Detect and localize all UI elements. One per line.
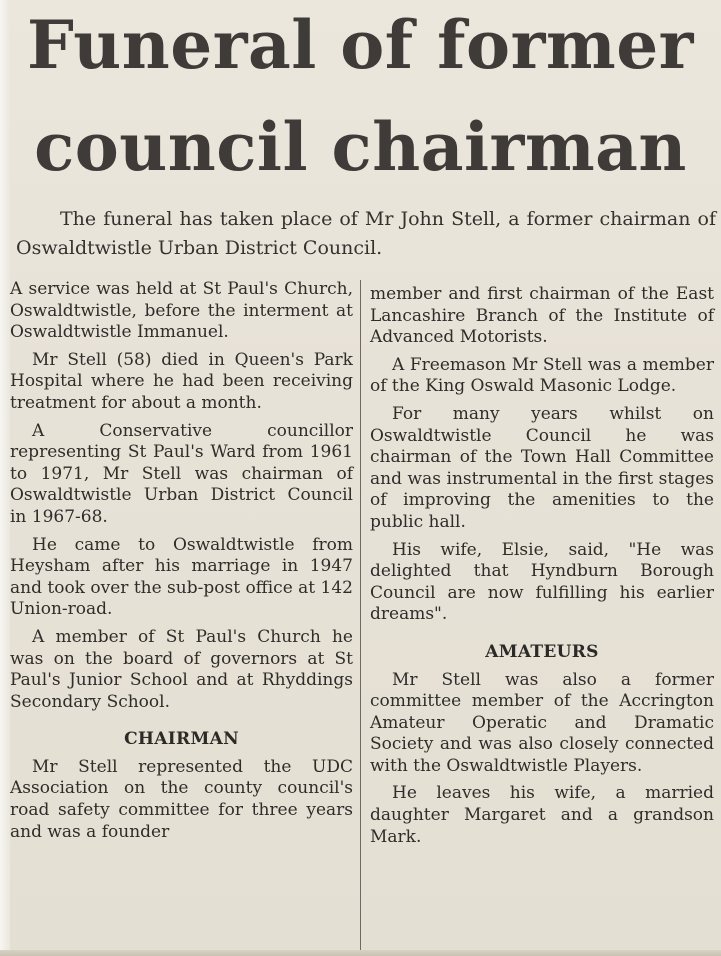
- paper-bottom-edge: [0, 950, 721, 956]
- article-paragraph: For many years whilst on Oswaldtwistle Council he was chairman of the Town Hall Committee and was instrumental in the first stages of improving the amenities to the public hall.: [370, 403, 714, 532]
- left-column: [10, 279, 353, 849]
- article-paragraph: He leaves his wife, a married daughter Margaret and a grandson Mark.: [370, 783, 714, 847]
- article-paragraph: A member of St Paul's Church he was on the board of governors at St Paul's Junior School and at Rhyddings Secondary School.: [10, 626, 353, 712]
- article-paragraph: Mr Stell was also a former committee member of the Accrington Amateur Operatic and Dramatic Society and was also closely connected with the Oswaldtwistle Players.: [370, 669, 714, 776]
- headline-line-2: council chairman: [34, 108, 687, 186]
- article-paragraph: A service was held at St Paul's Church, Oswaldtwistle, before the interment at Oswaldtwistle Immanuel.: [10, 279, 353, 343]
- headline-line-1: Funeral of former: [27, 6, 694, 84]
- subheading-chairman: CHAIRMAN: [124, 729, 239, 750]
- article-paragraph: Mr Stell (58) died in Queen's Park Hospital where he had been receiving treatment for about a month.: [10, 349, 353, 413]
- article-paragraph: A Conservative councillor representing St Paul's Ward from 1961 to 1971, Mr Stell was chairman of Oswaldtwistle Urban District Council in 1967-68.: [10, 420, 353, 527]
- column-divider: [360, 280, 361, 950]
- right-column: [370, 284, 714, 854]
- standfirst: The funeral has taken place of Mr John Stell, a former chairman of Oswaldtwistle Urban District Council.: [16, 208, 716, 259]
- article-paragraph: Mr Stell represented the UDC Association on the county council's road safety committee for three years and was a founder: [10, 756, 353, 842]
- subheading-amateurs: AMATEURS: [485, 641, 599, 662]
- article-paragraph: His wife, Elsie, said, "He was delighted that Hyndburn Borough Council are now fulfilling his earlier dreams".: [370, 539, 714, 625]
- article-paragraph: He came to Oswaldtwistle from Heysham after his marriage in 1947 and took over the sub-post office at 142 Union-road.: [10, 534, 353, 620]
- article-paragraph: A Freemason Mr Stell was a member of the King Oswald Masonic Lodge.: [370, 354, 714, 397]
- article-paragraph: member and first chairman of the East Lancashire Branch of the Institute of Advanced Motorists.: [370, 284, 714, 348]
